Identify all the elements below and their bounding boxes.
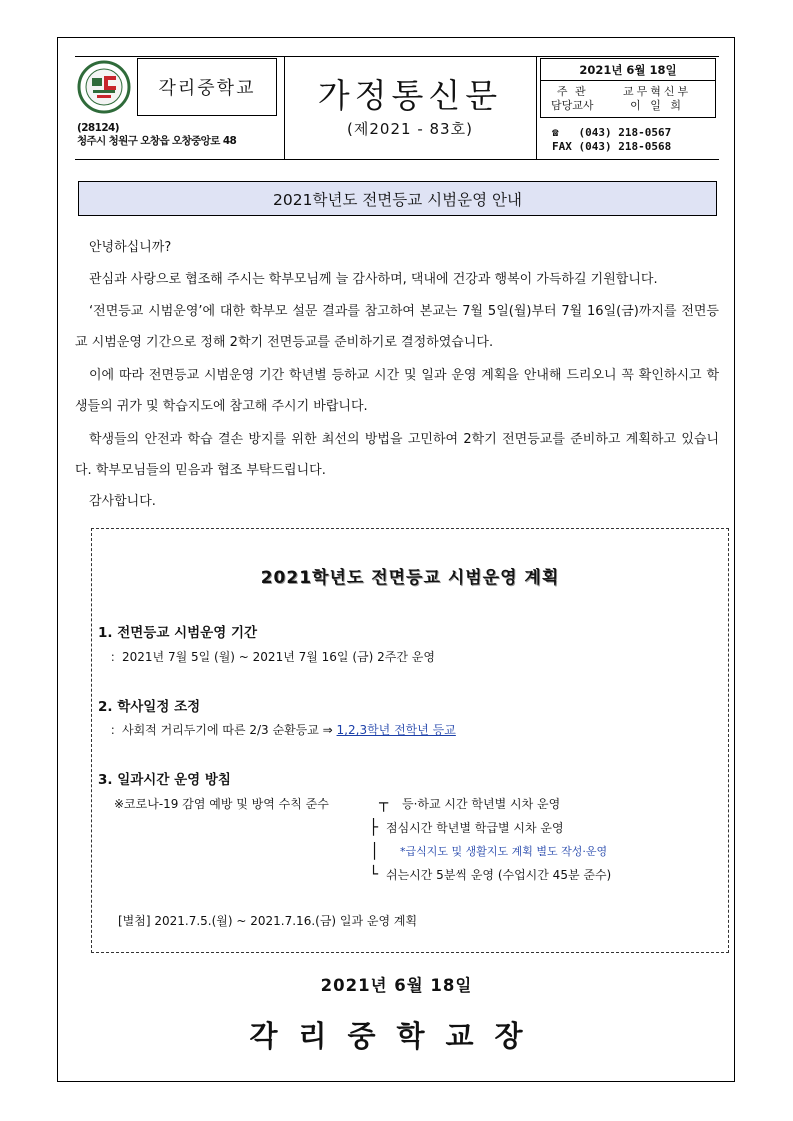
tree-item-1: 등·하교 시간 학년별 시차 운영	[402, 797, 561, 811]
teacher-label: 담당교사	[551, 99, 594, 112]
paragraph-1	[75, 264, 719, 295]
manager-dept: 교무혁신부	[623, 85, 692, 98]
paragraph-3	[75, 360, 719, 422]
tree-connector-mid: ├	[369, 818, 379, 836]
school-logo	[77, 58, 131, 116]
section-2-desc: ：사회적 거리두기에 따른 2/3 순환등교 ⇒	[110, 723, 337, 737]
paragraph-1-text: 관심과 사랑으로 협조해 주시는 학부모님께 늘 감사하며, 댁내에 건강과 행복이 가득하길 기원합니다.	[89, 272, 658, 287]
attachment-note: [별첨] 2021.7.5.(월) ~ 2021.7.16.(금) 일과 운영 계획	[118, 914, 418, 928]
phone-icon: ☎	[552, 126, 559, 139]
fax-number: (043) 218-0568	[578, 140, 672, 153]
school-name: 각리중학교	[137, 58, 277, 116]
greeting-text: 안녕하십니까?	[89, 240, 172, 255]
plan-title: 2021학년도 전면등교 시범운영 계획	[260, 568, 560, 588]
tree-connector-bar: │	[370, 842, 380, 860]
section-3-note: ※코로나-19 감염 예방 및 방역 수칙 준수	[114, 797, 329, 811]
paragraph-4	[75, 424, 719, 486]
tree-item-3: *급식지도 및 생활지도 계획 별도 작성·운영	[400, 845, 608, 858]
street-address: 청주시 청원구 오창읍 오창중앙로 48	[77, 135, 237, 147]
tree-connector-top: ┬	[379, 794, 389, 812]
section-3-heading: 3. 일과시간 운영 방침	[98, 772, 231, 788]
greeting	[75, 232, 719, 263]
section-1-text: ：2021년 7월 5일 (월) ~ 2021년 7월 16일 (금) 2주간 운영	[110, 650, 435, 664]
principal-signature: 각리중학교장	[249, 1019, 544, 1053]
closing	[75, 486, 719, 517]
tree-connector-end: └	[369, 865, 379, 883]
paragraph-2	[75, 296, 719, 358]
postal-code: (28124)	[77, 122, 119, 134]
subject-banner: 2021학년도 전면등교 시범운영 안내	[78, 181, 717, 216]
header-top-line	[75, 56, 719, 57]
manager-label: 주 관	[556, 85, 588, 98]
footer-date: 2021년 6월 18일	[320, 976, 473, 995]
school-address	[77, 122, 277, 148]
phone-number: (043) 218-0567	[578, 126, 672, 139]
issue-number: (제2021 - 83호)	[347, 120, 473, 138]
paragraph-2-text: ‘전면등교 시범운영’에 대한 학부모 설문 결과를 참고하여 본교는 7월 5일(월)부터 7월 16일(금)까지를 전면등교 시범운영 기간으로 정해 2학기 전면등교를 준비하기로 결정하였습니다.	[75, 304, 719, 350]
tree-item-4: 쉬는시간 5분씩 운영 (수업시간 45분 준수)	[386, 868, 612, 882]
issue-date: 2021년 6월 18일	[541, 59, 715, 81]
section-2-link[interactable]: 1,2,3학년 전학년 등교	[336, 723, 456, 737]
section-1-heading: 1. 전면등교 시범운영 기간	[98, 625, 258, 641]
paragraph-3-text: 이에 따라 전면등교 시범운영 기간 학년별 등하교 시간 및 일과 운영 계획을 안내해 드리오니 꼭 확인하시고 학생들의 귀가 및 학습지도에 참고해 주시기 바랍니다.	[75, 368, 719, 414]
contact-info	[552, 126, 671, 154]
header-divider-left	[284, 56, 285, 159]
info-box	[540, 58, 716, 118]
manager-labels	[551, 85, 594, 113]
header-divider-right	[536, 56, 537, 159]
manager-name: 이 일 희	[630, 99, 684, 112]
section-2-text	[110, 721, 456, 738]
closing-text: 감사합니다.	[89, 494, 156, 509]
manager-values	[623, 85, 691, 113]
plan-box	[91, 528, 729, 953]
fax-label: FAX	[552, 140, 572, 153]
tree-item-2: 점심시간 학년별 학급별 시차 운영	[386, 821, 564, 835]
section-2-heading: 2. 학사일정 조정	[98, 699, 201, 715]
paragraph-4-text: 학생들의 안전과 학습 결손 방지를 위한 최선의 방법을 고민하여 2학기 전면등교를 준비하고 계획하고 있습니다. 학부모님들의 믿음과 협조 부탁드립니다.	[75, 432, 719, 478]
header-bottom-line	[75, 159, 719, 160]
page-title: 가정통신문	[317, 76, 503, 115]
